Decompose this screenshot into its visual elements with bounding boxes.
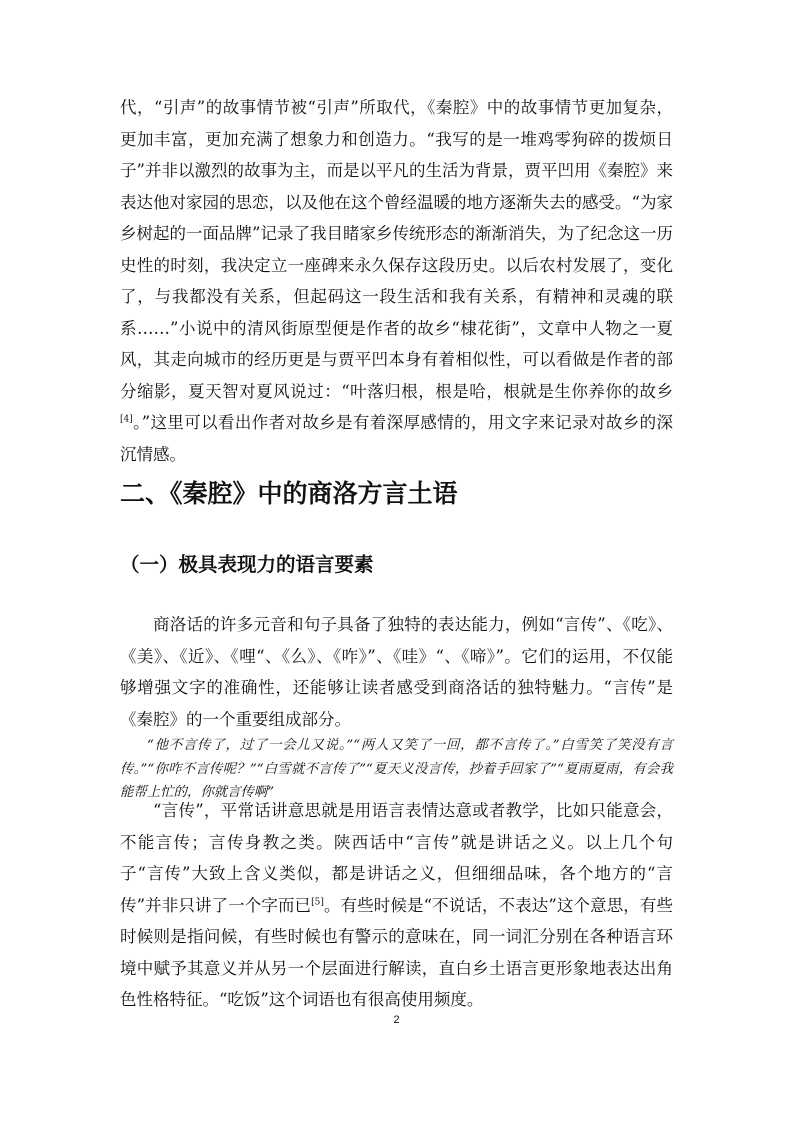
subsection-heading: （一）极具表现力的语言要素 <box>120 553 374 576</box>
body-paragraph <box>120 92 673 470</box>
paragraph-text: 。有些时候是“不说话，不表达”这个意思，有些时候则是指问候，有些时候也有警示的意味在，同一词汇分别在各种语言环境中赋予其意义并从另一个层面进行解读，直白乡土语言更形象地表达出角色性格特征。“吃饭”这个词语也有很高使用频度。 <box>120 895 674 1009</box>
paragraph-text: “言传”，平常话讲意思就是用语言表情达意或者教学，比如只能意会，不能言传；言传身教之类。陕西话中“言传”就是讲话之义。以上几个句子“言传”大致上含义类似，都是讲话之义，但细细品味，各个地方的“言传”并非只讲了一个字而已 <box>120 801 673 915</box>
citation-marker[interactable]: [4] <box>120 414 133 425</box>
body-paragraph <box>120 795 673 1016</box>
section-heading: 二、《秦腔》中的商洛方言土语 <box>120 479 458 508</box>
paragraph-text: 代，“引声”的故事情节被“引声”所取代，《秦腔》中的故事情节更加复杂，更加丰富，更加充满了想象力和创造力。“我写的是一堆鸡零狗碎的拨烦日子”并非以激烈的故事为主，而是以平凡的生活为背景，贾平凹用《秦腔》来表达他对家园的思恋，以及他在这个曾经温暖的地方逐渐失去的感受。“为家乡树起的一面品牌”记录了我目睹家乡传统形态的渐渐消失，为了纪念这一历史性的时刻，我决定立一座碑来永久保存这段历史。以后农村发展了，变化了，与我都没有关系，但起码这一段生活和我有关系，有精神和灵魂的联系……”小说中的清风街原型便是作者的故乡“棣花街”，文章中人物之一夏风，其走向城市的经历更是与贾平凹本身有着相似性，可以看做是作者的部分缩影，夏天智对夏风说过：“叶落归根，根是哈，根就是生你养你的故乡 <box>120 98 673 401</box>
citation-marker[interactable]: [5] <box>311 897 324 907</box>
page-number: 2 <box>393 1014 400 1026</box>
paragraph-text: 。”这里可以看出作者对故乡是有着深厚感情的，用文字来记录对故乡的深沉情感。 <box>120 413 673 464</box>
body-paragraph: 商洛话的许多元音和句子具备了独特的表达能力，例如“言传”、《吃》、《美》、《近》、《哩“、《么》、《咋》”、《哇》“、《啼》”。它们的运用，不仅能够增强文字的准确性，还能够让读者感受到商洛话的独特魅力。“言传”是《秦腔》的一个重要组成部分。 <box>120 615 673 729</box>
quotation-block: “他不言传了，过了一会儿又说。”“两人又笑了一回，都不言传了。”白雪笑了笑没有言传。”“你咋不言传呢？”“白雪就不言传了”“夏天义没言传，抄着手回家了”“夏雨夏雨，有会我能帮上忙的，你就言传啊” <box>120 738 673 800</box>
